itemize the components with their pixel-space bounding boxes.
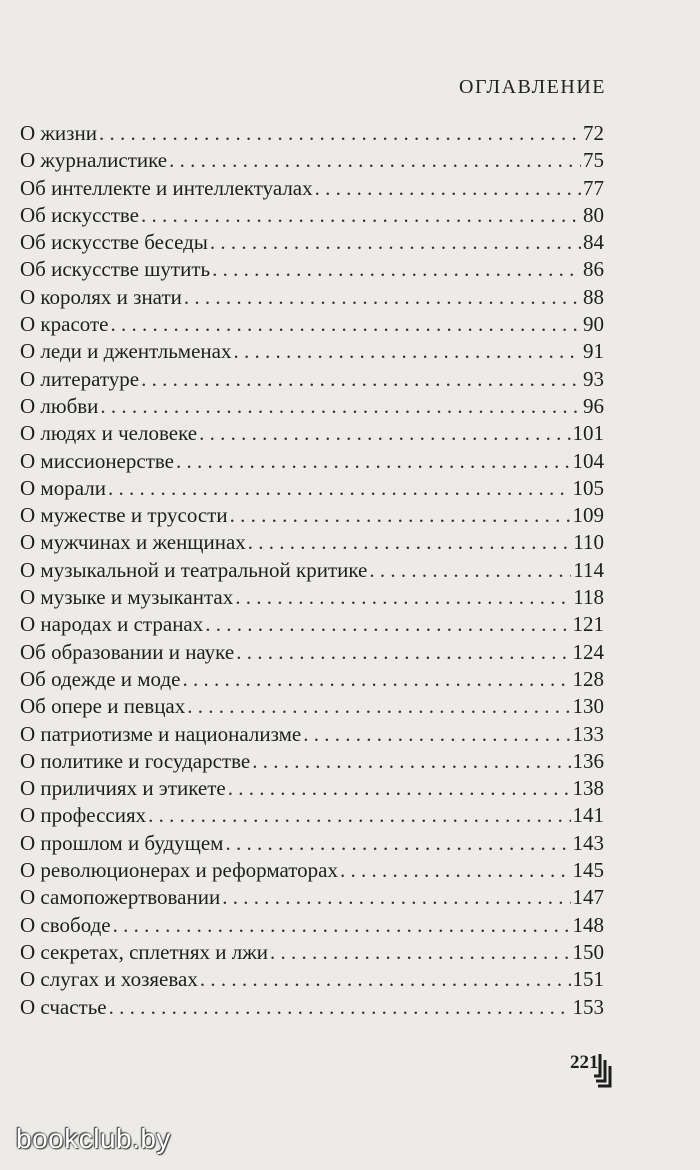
dot-leader	[187, 693, 570, 720]
toc-entry-title: О жизни	[20, 121, 97, 145]
toc-entry-page: 150	[572, 939, 604, 964]
toc-entry-page: 143	[572, 830, 604, 855]
toc-entry-title: О морали	[20, 475, 106, 500]
toc-entry-title: О революционерах и реформаторах	[20, 858, 339, 883]
toc-entry-title: Об искусстве беседы	[20, 230, 208, 255]
dot-leader	[252, 748, 570, 775]
toc-entry-title: Об искусстве шутить	[20, 257, 211, 282]
toc-entry-title: О литературе	[20, 366, 140, 391]
toc-entry-page: 124	[572, 639, 604, 664]
toc-entry	[20, 256, 604, 283]
site-watermark: bookclub.by	[16, 1123, 171, 1154]
toc-entry-page: 91	[583, 339, 604, 364]
dot-leader	[236, 639, 570, 666]
dot-leader	[182, 666, 570, 693]
dot-leader	[100, 393, 581, 420]
toc-entry-title: О народах и странах	[20, 612, 204, 637]
toc-entry	[20, 721, 604, 748]
dot-leader	[200, 966, 571, 993]
toc-entry	[20, 884, 604, 911]
toc-entry-title: О патриотизме и национализме	[20, 721, 302, 746]
toc-entry	[20, 229, 604, 256]
dot-leader	[205, 611, 570, 638]
toc-entry	[20, 175, 604, 202]
toc-entry	[20, 639, 604, 666]
toc-entry-title: О музыкальной и театральной критике	[20, 557, 368, 582]
toc-entry-page: 128	[572, 666, 604, 691]
toc-entry	[20, 393, 604, 420]
toc-entry-title: О красоте	[20, 312, 109, 337]
dot-leader	[248, 529, 571, 556]
toc-entry-page: 77	[583, 175, 604, 200]
toc-entry-page: 145	[572, 858, 604, 883]
toc-entry-page: 80	[583, 202, 604, 227]
toc-entry	[20, 366, 604, 393]
toc-entry-page: 118	[573, 585, 604, 610]
page-number: 221	[570, 1052, 599, 1073]
dot-leader	[303, 721, 570, 748]
toc-entry-page: 136	[572, 748, 604, 773]
dot-leader	[99, 120, 581, 147]
toc-entry-page: 90	[583, 312, 604, 337]
dot-leader	[369, 557, 571, 584]
toc-entry	[20, 830, 604, 857]
toc-entry-page: 141	[572, 803, 604, 828]
toc-entry-page: 153	[572, 994, 604, 1019]
toc-entry-page: 138	[572, 776, 604, 801]
toc-entry-title: О мужестве и трусости	[20, 503, 228, 528]
toc-entry-page: 72	[583, 121, 604, 145]
toc-entry-title: О музыке и музыкантах	[20, 585, 234, 610]
dot-leader	[148, 802, 570, 829]
toc-entry	[20, 448, 604, 475]
toc-entry	[20, 311, 604, 338]
dot-leader	[270, 939, 571, 966]
dot-leader	[228, 775, 571, 802]
toc-entry	[20, 611, 604, 638]
toc-entry-page: 121	[572, 612, 604, 637]
toc-entry-page: 86	[583, 257, 604, 282]
toc-entry-page: 114	[573, 557, 604, 582]
toc-entry	[20, 994, 604, 1021]
toc-entry	[20, 693, 604, 720]
dot-leader	[199, 420, 570, 447]
toc-entry-title: О счастье	[20, 994, 107, 1019]
dot-leader	[110, 311, 581, 338]
toc-entry-title: О леди и джентльменах	[20, 339, 232, 364]
dot-leader	[141, 202, 581, 229]
toc-entry-title: О людях и человеке	[20, 421, 198, 446]
dot-leader	[233, 338, 581, 365]
toc-entry-title: О политике и государстве	[20, 748, 251, 773]
dot-leader	[109, 994, 571, 1021]
dot-leader	[225, 830, 570, 857]
dot-leader	[176, 448, 571, 475]
dot-leader	[210, 229, 581, 256]
toc-entry-page: 109	[572, 503, 604, 528]
page-corner-mark-icon	[594, 1050, 628, 1090]
dot-leader	[222, 884, 570, 911]
table-of-contents	[20, 120, 604, 1021]
toc-entry-title: О секретах, сплетнях и лжи	[20, 939, 268, 964]
toc-entry	[20, 202, 604, 229]
toc-entry	[20, 584, 604, 611]
toc-entry	[20, 120, 604, 147]
toc-entry	[20, 802, 604, 829]
toc-entry	[20, 529, 604, 556]
toc-entry-page: 101	[572, 421, 604, 446]
toc-entry-page: 130	[572, 694, 604, 719]
toc-entry-title: О мужчинах и женщинах	[20, 530, 246, 555]
toc-entry-title: Об образовании и науке	[20, 639, 235, 664]
dot-leader	[108, 475, 571, 502]
toc-entry	[20, 912, 604, 939]
toc-entry	[20, 557, 604, 584]
dot-leader	[212, 256, 581, 283]
toc-entry-title: Об интеллекте и интеллектуалах	[20, 175, 313, 200]
toc-entry-title: Об одежде и моде	[20, 666, 181, 691]
toc-heading: ОГЛАВЛЕНИЕ	[459, 76, 606, 98]
toc-entry	[20, 338, 604, 365]
dot-leader	[230, 502, 571, 529]
toc-entry-title: О слугах и хозяевах	[20, 967, 198, 992]
toc-entry-title: О миссионерстве	[20, 448, 174, 473]
toc-entry-title: О журналистике	[20, 148, 168, 173]
toc-entry-page: 133	[572, 721, 604, 746]
toc-entry-title: О прошлом и будущем	[20, 830, 224, 855]
dot-leader	[184, 284, 581, 311]
dot-leader	[235, 584, 571, 611]
toc-entry-title: О профессиях	[20, 803, 147, 828]
toc-entry-title: О королях и знати	[20, 284, 182, 309]
toc-entry	[20, 966, 604, 993]
toc-entry	[20, 284, 604, 311]
toc-entry-title: Об искусстве	[20, 202, 139, 227]
toc-entry	[20, 147, 604, 174]
dot-leader	[315, 175, 581, 202]
toc-entry	[20, 775, 604, 802]
toc-entry-page: 148	[572, 912, 604, 937]
toc-entry-page: 88	[583, 284, 604, 309]
toc-entry-page: 110	[573, 530, 604, 555]
toc-entry-title: О приличиях и этикете	[20, 776, 226, 801]
toc-entry	[20, 857, 604, 884]
toc-entry-page: 96	[583, 393, 604, 418]
dot-leader	[113, 912, 571, 939]
toc-entry-page: 84	[583, 230, 604, 255]
toc-entry-page: 93	[583, 366, 604, 391]
dot-leader	[340, 857, 570, 884]
toc-entry-page: 147	[572, 885, 604, 910]
toc-entry-page: 105	[572, 475, 604, 500]
toc-entry-title: О свободе	[20, 912, 111, 937]
toc-entry	[20, 475, 604, 502]
toc-entry-title: Об опере и певцах	[20, 694, 186, 719]
dot-leader	[169, 147, 581, 174]
toc-entry-page: 75	[583, 148, 604, 173]
toc-entry	[20, 502, 604, 529]
toc-entry	[20, 420, 604, 447]
toc-entry	[20, 748, 604, 775]
toc-entry-page: 104	[572, 448, 604, 473]
toc-entry	[20, 666, 604, 693]
toc-entry-page: 151	[572, 967, 604, 992]
dot-leader	[141, 366, 581, 393]
toc-entry-title: О любви	[20, 393, 99, 418]
toc-entry-title: О самопожертвовании	[20, 885, 221, 910]
toc-entry	[20, 939, 604, 966]
